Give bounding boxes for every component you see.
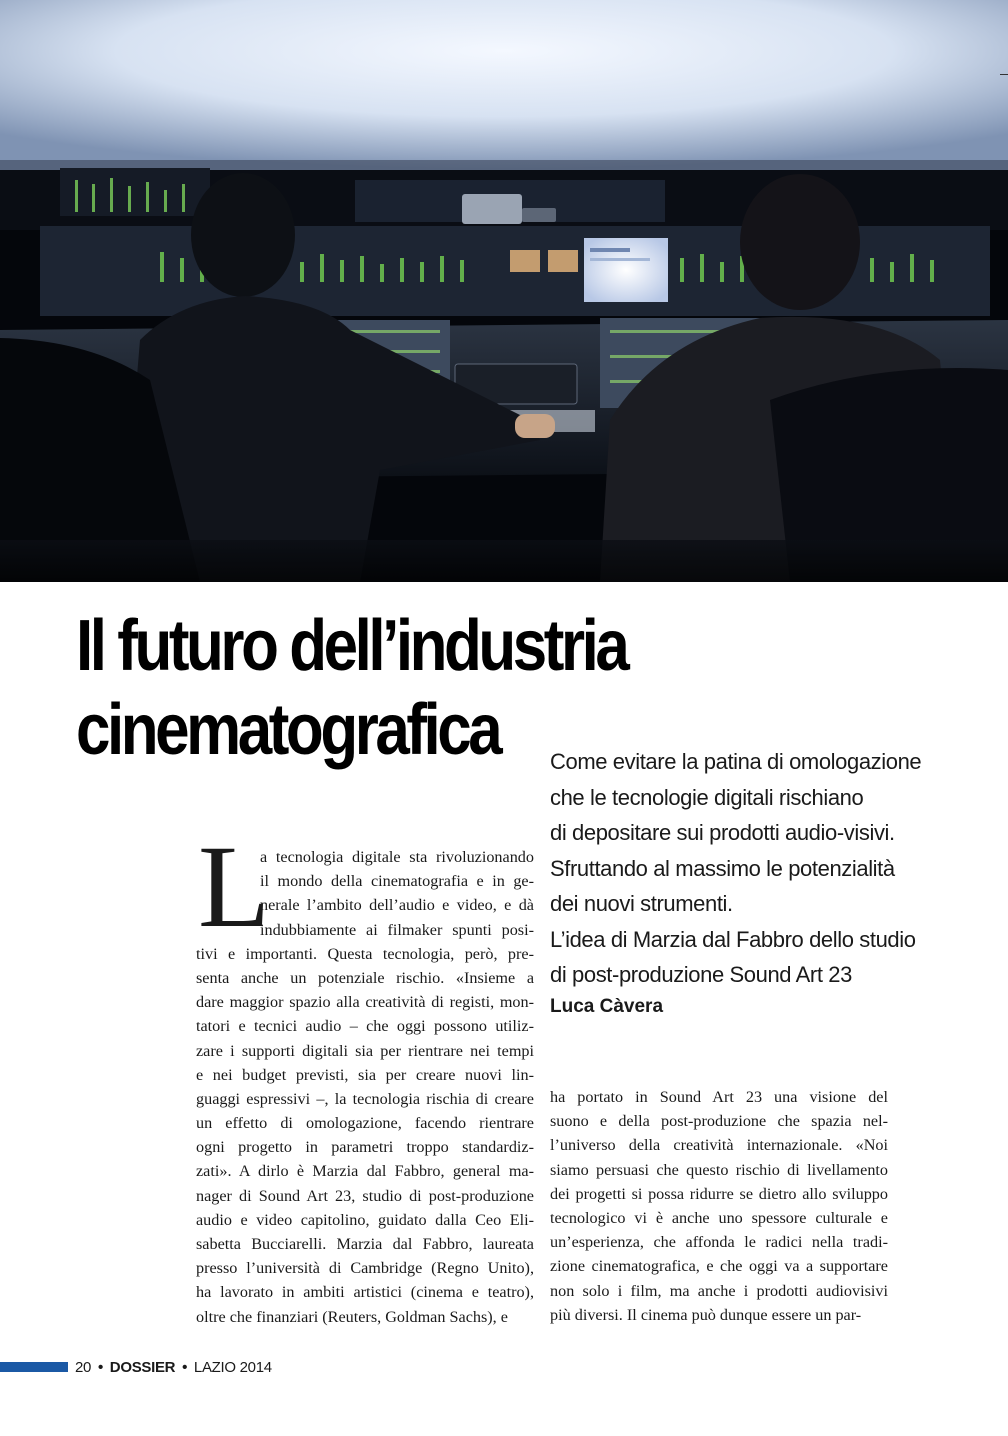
- standfirst-line: di depositare sui prodotti audio-visivi.: [550, 820, 895, 845]
- body-line: nerale l’ambito dell’audio e video, e dà: [260, 896, 534, 915]
- body-line: guaggi espressivi –, la tecnologia rischia di creare: [196, 1089, 534, 1108]
- standfirst-line: L’idea di Marzia dal Fabbro dello studio: [550, 926, 916, 952]
- body-line: l’universo della creatività internazionale. «Noi: [550, 1136, 888, 1155]
- page-footer: [75, 1359, 272, 1376]
- body-line: dare maggior spazio alla creatività di registi, mon-: [196, 993, 534, 1012]
- body-line: siamo persuasi che questo rischio di livellamento: [550, 1160, 888, 1179]
- standfirst-line: Sfruttando al massimo le potenzialità: [550, 855, 895, 881]
- issue-label: LAZIO 2014: [193, 1359, 272, 1376]
- body-line: indubbiamente ai filmaker spunti posi-: [260, 920, 534, 939]
- standfirst-line: Come evitare la patina di omologazione: [550, 749, 922, 774]
- standfirst: [550, 744, 930, 993]
- body-line: dei progetti si possa ridurre se dietro allo sviluppo: [550, 1184, 888, 1203]
- standfirst-line: che le tecnologie digitali rischiano: [550, 784, 864, 810]
- body-line: a tecnologia digitale sta rivoluzionando: [260, 848, 534, 866]
- body-line: presso l’università di Cambridge (Regno Unito),: [196, 1259, 534, 1278]
- body-line: non solo i film, ma anche i prodotti audiovisivi: [550, 1281, 888, 1300]
- body-line: zare i supporti digitali sia per rientrare nei tempi: [196, 1041, 534, 1060]
- standfirst-line: dei nuovi strumenti.: [550, 891, 733, 916]
- body-line: zione cinematografica, e che oggi va a supportare: [550, 1257, 888, 1276]
- body-line: ogni progetto in parametri troppo standardiz-: [196, 1138, 534, 1157]
- body-column-right: [550, 1085, 888, 1327]
- body-line: audio e video capitolino, guidato dalla Ceo Eli-: [196, 1210, 534, 1229]
- standfirst-line: di post-produzione Sound Art 23: [550, 962, 852, 987]
- body-line: tivi e importanti. Questa tecnologia, però, pre-: [196, 944, 534, 963]
- body-line: nager di Sound Art 23, studio di post-produzione: [196, 1186, 534, 1205]
- body-line: oltre che finanziari (Reuters, Goldman Sachs), e: [196, 1307, 508, 1326]
- body-line: più diversi. Il cinema può dunque essere un par-: [550, 1305, 862, 1324]
- body-column-left: [196, 845, 534, 1329]
- body-line: e nei budget previsti, sia per creare nuovi lin-: [196, 1065, 534, 1084]
- hero-photo: [0, 0, 1008, 582]
- body-line: ha lavorato in ambiti artistici (cinema e teatro),: [196, 1283, 534, 1302]
- section-name: DOSSIER: [109, 1359, 176, 1376]
- body-line: senta anche un potenziale rischio. «Insieme a: [196, 968, 534, 987]
- article-title: [76, 604, 627, 772]
- body-line: un’esperienza, che affonda le radici nella tradi-: [550, 1233, 888, 1252]
- body-line: un effetto di omologazione, facendo rientrare: [196, 1114, 534, 1133]
- drop-cap: L: [198, 821, 271, 952]
- footer-separator: •: [182, 1359, 188, 1376]
- footer-separator: •: [97, 1359, 103, 1376]
- footer-accent-bar: [0, 1362, 68, 1372]
- title-line: Il futuro dell’industria: [76, 606, 627, 686]
- body-line: zati». A dirlo è Marzia dal Fabbro, general ma-: [196, 1162, 534, 1181]
- crop-mark: [1000, 74, 1008, 75]
- page-number: 20: [75, 1359, 92, 1376]
- body-line: suono e della post-produzione che spazia nel-: [550, 1112, 888, 1131]
- author-byline: Luca Càvera: [550, 996, 664, 1017]
- body-line: tatori e tecnici audio – che oggi possono utiliz-: [196, 1017, 534, 1036]
- body-line: ha portato in Sound Art 23 una visione del: [550, 1088, 888, 1106]
- body-line: tecnologico vi è anche uno spessore culturale e: [550, 1208, 888, 1227]
- body-line: sabetta Bucciarelli. Marzia dal Fabbro, laureata: [196, 1235, 534, 1253]
- title-line: cinematografica: [76, 690, 500, 770]
- body-line: il mondo della cinematografia e in ge-: [260, 872, 534, 891]
